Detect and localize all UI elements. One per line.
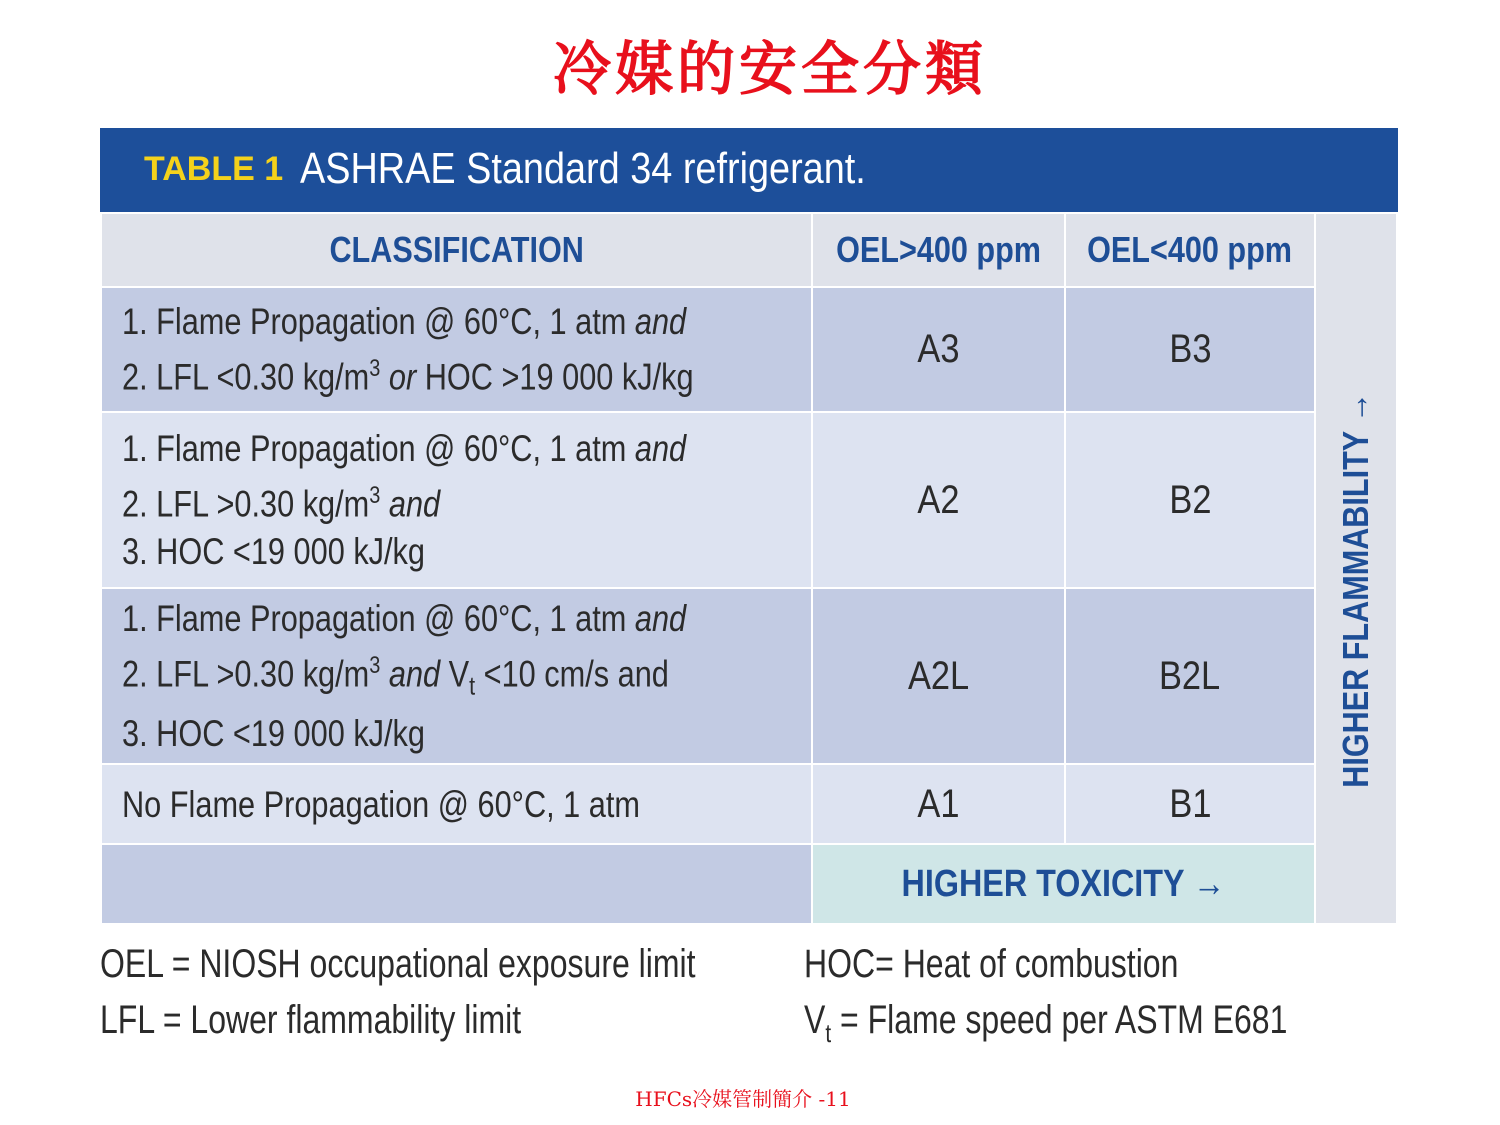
header-oel-high: OEL>400 ppm bbox=[812, 213, 1065, 287]
table-row bbox=[101, 588, 1397, 764]
class-a2: A2 bbox=[812, 412, 1065, 588]
table-tag: TABLE 1 bbox=[144, 150, 284, 188]
table-card bbox=[100, 128, 1398, 1050]
slide-title: 冷媒的安全分類 bbox=[552, 35, 987, 103]
table-row bbox=[101, 764, 1397, 844]
header-row bbox=[101, 213, 1397, 287]
header-classification: CLASSIFICATION bbox=[101, 213, 812, 287]
table-row bbox=[101, 287, 1397, 412]
table-caption: ASHRAE Standard 34 refrigerant. bbox=[300, 144, 866, 193]
classification-table bbox=[100, 212, 1398, 925]
classification-cell: 1. Flame Propagation @ 60°C, 1 atm and 2. LFL >0.30 $kg/m^3$ and $V_t <10$ cm/s and 3. HOC <19 000 kJ/kg bbox=[101, 588, 812, 764]
class-a1: A1 bbox=[812, 764, 1065, 844]
classification-cell: No Flame Propagation @ 60°C, 1 atm bbox=[101, 764, 812, 844]
class-b3: B3 bbox=[1065, 287, 1315, 412]
slide-footer: HFCs冷媒管制簡介 -11 bbox=[635, 1087, 851, 1111]
legend-left bbox=[100, 936, 844, 1048]
class-a2l: A2L bbox=[812, 588, 1065, 764]
class-b1: B1 bbox=[1065, 764, 1315, 844]
class-b2l: B2L bbox=[1065, 588, 1315, 764]
legend-lfl: LFL = Lower flammability limit bbox=[100, 998, 522, 1042]
legend-oel: OEL = NIOSH occupational exposure limit bbox=[100, 942, 696, 986]
higher-toxicity-label: HIGHER TOXICITY → bbox=[812, 844, 1316, 924]
higher-flammability-label: HIGHER FLAMMABILITY → bbox=[1315, 213, 1397, 924]
legend-vt: $V_t$ = Flame speed per ASTM E681 bbox=[804, 998, 1288, 1048]
table-row bbox=[101, 412, 1397, 588]
legend-hoc: HOC= Heat of combustion bbox=[804, 942, 1179, 986]
class-b2: B2 bbox=[1065, 412, 1315, 588]
legend-right bbox=[804, 936, 1408, 1061]
class-a3: A3 bbox=[812, 287, 1065, 412]
toxicity-row bbox=[101, 844, 1397, 924]
arrow-up-icon: → bbox=[1335, 392, 1377, 423]
table-banner bbox=[100, 128, 1398, 212]
header-oel-low: OEL<400 ppm bbox=[1065, 213, 1315, 287]
blank-cell bbox=[101, 844, 812, 924]
classification-cell: 1. Flame Propagation @ 60°C, 1 atm and 2. LFL <0.30 $kg/m^3$ or HOC >19 000 kJ/kg bbox=[101, 287, 812, 412]
classification-cell: 1. Flame Propagation @ 60°C, 1 atm and 2. LFL >0.30 $kg/m^3$ and 3. HOC <19 000 kJ/kg bbox=[101, 412, 812, 588]
arrow-right-icon: → bbox=[1192, 862, 1226, 905]
